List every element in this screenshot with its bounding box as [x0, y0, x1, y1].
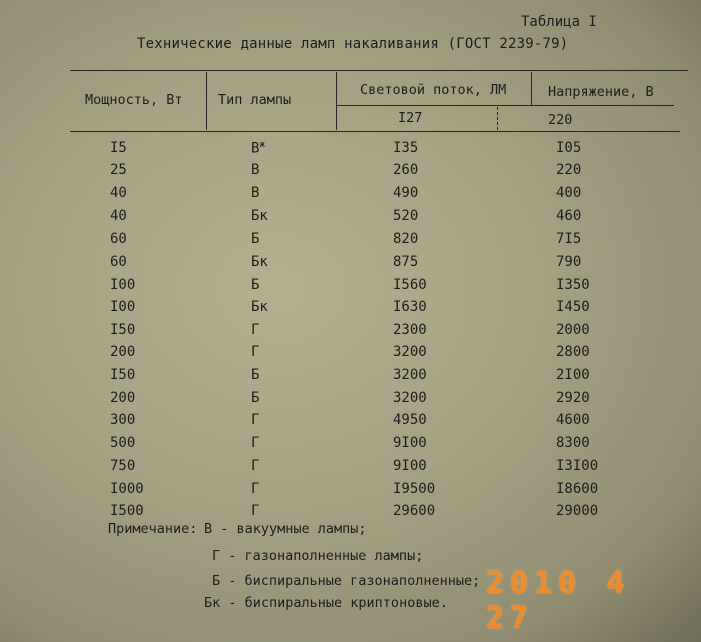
- cell-lamp-type-code: Г: [251, 481, 260, 497]
- table-row: [0, 412, 701, 434]
- cell-lamp-type-code: Б: [251, 277, 260, 293]
- cell-flux-127: 9I00: [393, 435, 427, 451]
- cell-lamp-type-code: Бк: [251, 208, 268, 224]
- table-row: [0, 322, 701, 344]
- cell-flux-220: 790: [556, 254, 582, 270]
- divider-power-type: [206, 72, 207, 130]
- cell-lamp-type: [251, 503, 259, 519]
- cell-lamp-type-code: Б: [251, 367, 260, 383]
- cell-power: I5: [110, 140, 127, 156]
- table-title: Технические данные ламп накаливания (ГОСТ 2239-79): [137, 36, 569, 52]
- cell-lamp-type-code: Бк: [251, 299, 268, 315]
- cell-lamp-type-code: Г: [251, 412, 260, 428]
- cell-power: 750: [110, 458, 136, 474]
- table-row: [0, 344, 701, 366]
- cell-flux-220: 220: [556, 162, 582, 178]
- cell-power: 200: [110, 344, 136, 360]
- cell-flux-127: 4950: [393, 412, 427, 428]
- cell-flux-220: 460: [556, 208, 582, 224]
- cell-lamp-type: [251, 185, 259, 201]
- cell-lamp-type: [251, 481, 259, 497]
- cell-power: 40: [110, 208, 127, 224]
- cell-lamp-type: [251, 322, 259, 338]
- cell-flux-127: 9I00: [393, 458, 427, 474]
- cell-flux-220: 2I00: [556, 367, 590, 383]
- cell-flux-220: I8600: [556, 481, 599, 497]
- cell-power: 60: [110, 231, 127, 247]
- cell-flux-127: 520: [393, 208, 419, 224]
- cell-flux-220: I05: [556, 140, 582, 156]
- header-bottom-rule: [70, 131, 680, 132]
- note-label: Примечание:: [108, 521, 198, 537]
- cell-lamp-type: [251, 162, 259, 178]
- cell-flux-220: 4600: [556, 412, 590, 428]
- cell-power: 40: [110, 185, 127, 201]
- cell-lamp-type-code: Бк: [251, 254, 268, 270]
- cell-lamp-type-code: В: [251, 140, 260, 157]
- cell-lamp-type-code: Г: [251, 503, 260, 519]
- table-row: [0, 254, 701, 276]
- cell-power: I000: [110, 481, 144, 497]
- table-row: [0, 140, 701, 162]
- cell-flux-220: 29000: [556, 503, 599, 519]
- cell-flux-127: 3200: [393, 344, 427, 360]
- header-v127: I27: [398, 110, 423, 126]
- cell-lamp-type: [251, 435, 259, 451]
- cell-lamp-type-code: В: [251, 162, 260, 178]
- table-row: [0, 185, 701, 207]
- table-top-rule: [70, 70, 688, 71]
- cell-lamp-type: [251, 254, 268, 270]
- table-row: [0, 367, 701, 389]
- note-line: Г - газонаполненные лампы;: [212, 548, 424, 564]
- table-row: [0, 208, 701, 230]
- cell-power: I00: [110, 277, 136, 293]
- header-voltage: Напряжение, В: [548, 84, 654, 100]
- cell-power: I500: [110, 503, 144, 519]
- cell-power: I50: [110, 322, 136, 338]
- cell-lamp-type-code: В: [251, 185, 260, 201]
- date-stamp: 2010 4 27: [486, 566, 631, 636]
- cell-power: 500: [110, 435, 136, 451]
- cell-lamp-type: [251, 412, 259, 428]
- cell-flux-220: 400: [556, 185, 582, 201]
- cell-lamp-type-code: Г: [251, 344, 260, 360]
- header-v220: 220: [548, 112, 573, 128]
- divider-127-220: [497, 107, 498, 130]
- cell-flux-220: I3I00: [556, 458, 599, 474]
- cell-flux-127: 820: [393, 231, 419, 247]
- footnote-mark: ж: [259, 140, 265, 150]
- cell-lamp-type-code: Г: [251, 458, 260, 474]
- cell-lamp-type-code: Г: [251, 322, 260, 338]
- cell-flux-220: 2800: [556, 344, 590, 360]
- cell-lamp-type: [251, 277, 259, 293]
- table-row: [0, 231, 701, 253]
- cell-flux-220: I450: [556, 299, 590, 315]
- cell-flux-127: 3200: [393, 390, 427, 406]
- cell-flux-220: 8300: [556, 435, 590, 451]
- cell-lamp-type: [251, 367, 259, 383]
- cell-flux-220: 2920: [556, 390, 590, 406]
- cell-flux-127: 3200: [393, 367, 427, 383]
- header-flux: Световой поток, ЛМ: [360, 82, 507, 98]
- cell-lamp-type-code: Б: [251, 390, 260, 406]
- cell-flux-220: 7I5: [556, 231, 582, 247]
- table-row: [0, 435, 701, 457]
- cell-lamp-type: [251, 344, 259, 360]
- cell-flux-127: I630: [393, 299, 427, 315]
- cell-power: 25: [110, 162, 127, 178]
- cell-flux-127: 875: [393, 254, 419, 270]
- cell-lamp-type: [251, 299, 268, 315]
- note-line: В - вакуумные лампы;: [204, 521, 367, 537]
- divider-flux-voltage: [531, 72, 532, 106]
- cell-lamp-type: [251, 140, 265, 157]
- table-label: Таблица I: [521, 14, 597, 30]
- table-row: [0, 390, 701, 412]
- cell-flux-127: I9500: [393, 481, 436, 497]
- cell-lamp-type: [251, 458, 259, 474]
- table-row: [0, 481, 701, 503]
- cell-power: 200: [110, 390, 136, 406]
- cell-flux-127: 490: [393, 185, 419, 201]
- flux-header-rule: [336, 105, 674, 106]
- cell-lamp-type: [251, 208, 268, 224]
- cell-flux-127: 2300: [393, 322, 427, 338]
- cell-flux-127: 260: [393, 162, 419, 178]
- cell-lamp-type-code: Г: [251, 435, 260, 451]
- header-power: Мощность, Вт: [85, 92, 183, 108]
- cell-flux-127: I560: [393, 277, 427, 293]
- note-line: Бк - биспиральные криптоновые.: [204, 595, 448, 611]
- cell-power: I50: [110, 367, 136, 383]
- cell-flux-127: I35: [393, 140, 419, 156]
- note-line: Б - биспиральные газонаполненные;: [212, 573, 481, 589]
- cell-flux-220: I350: [556, 277, 590, 293]
- cell-lamp-type-code: Б: [251, 231, 260, 247]
- table-row: [0, 162, 701, 184]
- header-lamp-type: Тип лампы: [218, 92, 292, 108]
- divider-type-flux: [336, 72, 337, 130]
- table-row: [0, 458, 701, 480]
- cell-lamp-type: [251, 390, 259, 406]
- cell-lamp-type: [251, 231, 259, 247]
- cell-flux-127: 29600: [393, 503, 436, 519]
- cell-power: 300: [110, 412, 136, 428]
- cell-flux-220: 2000: [556, 322, 590, 338]
- cell-power: 60: [110, 254, 127, 270]
- cell-power: I00: [110, 299, 136, 315]
- table-row: [0, 277, 701, 299]
- table-row: [0, 299, 701, 321]
